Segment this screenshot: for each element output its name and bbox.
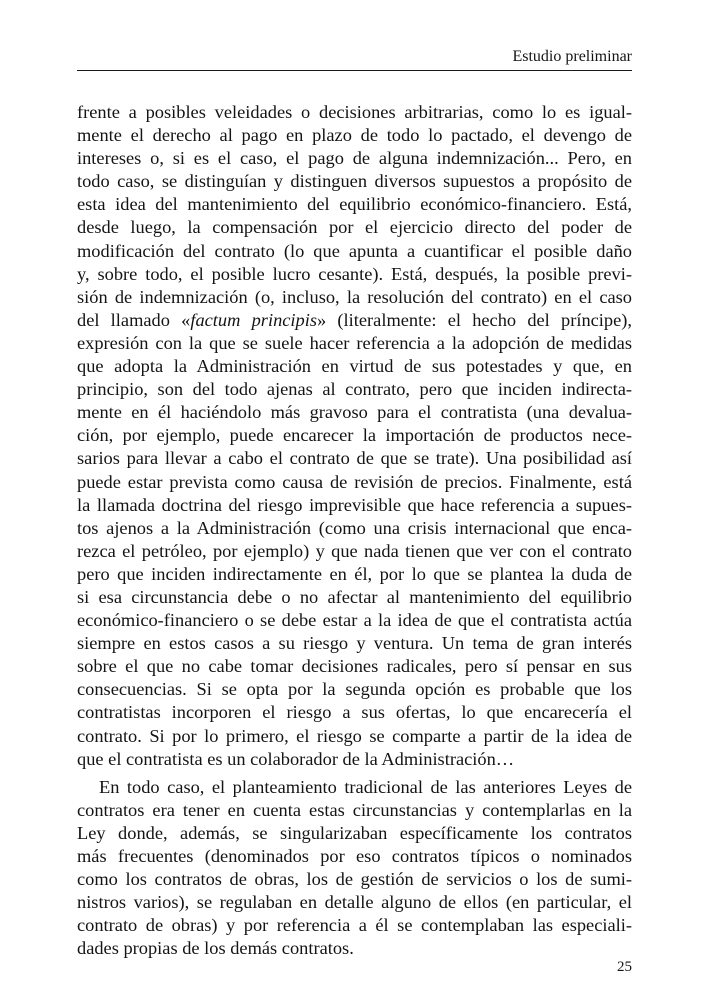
text-line (77, 309, 632, 332)
text-line: principio, son del todo ajenas al contrato, pero que inciden indirecta- (77, 379, 632, 400)
italic-term: factum principis (190, 309, 318, 330)
paragraph (77, 776, 632, 961)
text-line: dades propias de los demás contratos. (77, 938, 354, 959)
text-line: que adopta la Administración en virtud de sus potestades y que, en (77, 356, 632, 377)
text-run: » (literalmente: el hecho del príncipe), (317, 309, 632, 330)
text-line: rezca el petróleo, por ejemplo) y que nada tienen que ver con el contrato (77, 540, 632, 561)
text-line: esta idea del mantenimiento del equilibrio económico-financiero. Está, (77, 194, 632, 215)
text-run: del llamado « (77, 309, 191, 330)
text-line: económico-financiero o se debe estar a la idea de que el contratista actúa (77, 610, 632, 631)
running-title: Estudio preliminar (512, 48, 632, 65)
text-line: En todo caso, el planteamiento tradicional de las anteriores Leyes de (99, 776, 632, 797)
text-line: siempre en estos casos a su riesgo y ventura. Un tema de gran interés (77, 633, 632, 654)
text-line: contratos era tener en cuenta estas circunstancias y contemplarlas en la (77, 799, 632, 820)
page-number: 25 (617, 959, 632, 975)
text-line: desde luego, la compensación por el ejercicio directo del poder de (77, 217, 632, 238)
text-line: que el contratista es un colaborador de la Administración… (77, 748, 515, 769)
text-line: mente en él haciéndolo más gravoso para el contratista (una devalua- (77, 402, 632, 423)
text-line: frente a posibles veleidades o decisiones arbitrarias, como lo es igual- (77, 102, 632, 122)
paragraph (77, 101, 632, 771)
text-line: puede estar prevista como causa de revisión de precios. Finalmente, está (77, 471, 632, 492)
text-line: mente el derecho al pago en plazo de todo lo pactado, el devengo de (77, 125, 632, 146)
text-line: si esa circunstancia debe o no afectar al mantenimiento del equilibrio (77, 586, 632, 607)
text-line: todo caso, se distinguían y distinguen diversos supuestos a propósito de (77, 171, 632, 192)
text-line: ción, por ejemplo, puede encarecer la importación de productos nece- (77, 425, 632, 446)
text-line: consecuencias. Si se opta por la segunda opción es probable que los (77, 679, 632, 700)
text-line: intereses o, si es el caso, el pago de alguna indemnización... Pero, en (77, 148, 632, 169)
text-line: contratistas incorporen el riesgo a sus ofertas, lo que encarecería el (77, 702, 632, 723)
text-line: contrato. Si por lo primero, el riesgo se comparte a partir de la idea de (77, 725, 632, 746)
running-header (77, 48, 632, 71)
body-text (77, 101, 632, 960)
text-line: Ley donde, además, se singularizaban específicamente los contratos (77, 822, 632, 843)
text-line: contrato de obras) y por referencia a él se contemplaban las especiali- (77, 915, 632, 936)
text-line: como los contratos de obras, los de gestión de servicios o los de sumi- (77, 869, 632, 890)
text-line: y, sobre todo, el posible lucro cesante). Está, después, la posible previ- (77, 263, 632, 284)
text-line: sión de indemnización (o, incluso, la resolución del contrato) en el caso (77, 286, 632, 307)
text-line: la llamada doctrina del riesgo imprevisible que hace referencia a supues- (77, 494, 632, 515)
text-line: sarios para llevar a cabo el contrato de que se trate). Una posibilidad así (77, 448, 632, 469)
text-line: pero que inciden indirectamente en él, por lo que se plantea la duda de (77, 563, 632, 584)
text-line: más frecuentes (denominados por eso contratos típicos o nominados (77, 846, 632, 866)
text-line: nistros varios), se regulaban en detalle alguno de ellos (en particular, el (77, 892, 632, 913)
text-line: expresión con la que se suele hacer referencia a la adopción de medidas (77, 332, 632, 353)
text-line: tos ajenos a la Administración (como una crisis internacional que enca- (77, 517, 632, 538)
text-line: sobre el que no cabe tomar decisiones radicales, pero sí pensar en sus (77, 656, 632, 677)
text-line: modificación del contrato (lo que apunta a cuantificar el posible daño (77, 240, 632, 261)
